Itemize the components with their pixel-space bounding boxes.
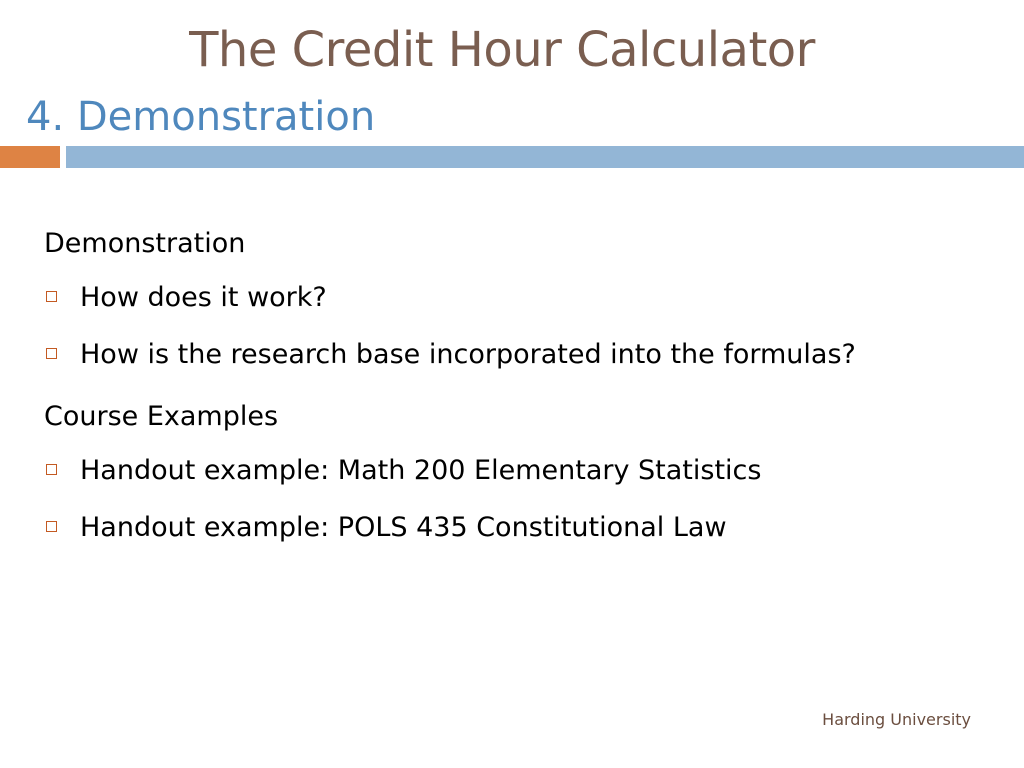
bullet-text: Handout example: POLS 435 Constitutional Law <box>80 512 727 543</box>
bullet-list <box>44 278 944 375</box>
list-item <box>44 335 944 375</box>
footer-text: Harding University <box>822 710 971 729</box>
square-bullet-icon <box>46 348 57 359</box>
section-heading: Course Examples <box>44 401 279 432</box>
slide-title: The Credit Hour Calculator <box>189 22 815 78</box>
section-heading: Demonstration <box>44 228 246 259</box>
bullet-text: How is the research base incorporated into the formulas? <box>80 339 856 370</box>
square-bullet-icon <box>46 464 57 475</box>
square-bullet-icon <box>46 521 57 532</box>
bullet-text: How does it work? <box>80 282 327 313</box>
list-item <box>44 451 944 491</box>
slide-body <box>44 224 944 565</box>
bullet-list <box>44 451 944 548</box>
list-item <box>44 508 944 548</box>
accent-bar-orange <box>0 146 60 168</box>
slide-subtitle: 4. Demonstration <box>26 94 376 140</box>
accent-bar-blue <box>66 146 1024 168</box>
list-item <box>44 278 944 318</box>
square-bullet-icon <box>46 291 57 302</box>
bullet-text: Handout example: Math 200 Elementary Statistics <box>80 455 762 486</box>
